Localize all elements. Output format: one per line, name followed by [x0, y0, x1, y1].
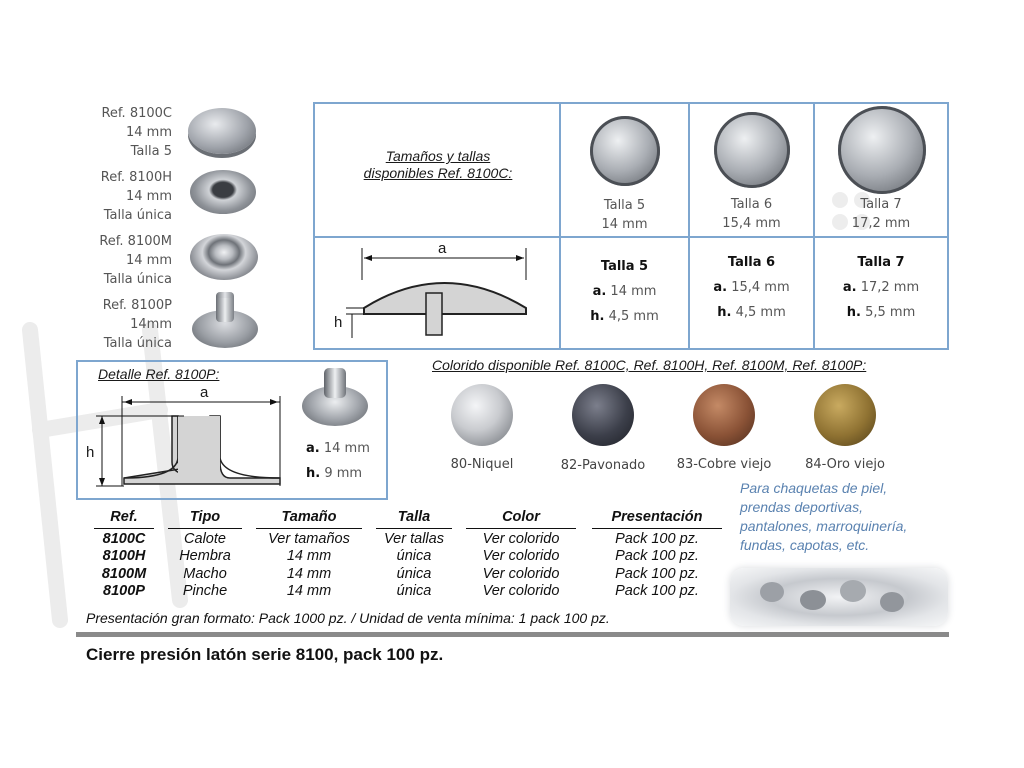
post-dimensions: a. 14 mm h. 9 mm	[306, 441, 370, 481]
footer-note: Presentación gran formato: Pack 1000 pz. / Unidad de venta mínima: 1 pack 100 pz.	[86, 610, 610, 626]
cap-dim-a: a	[438, 240, 447, 257]
table-col-color: Color Ver colorido Ver colorido Ver colorido Ver colorido	[466, 509, 576, 601]
color-label-oro-viejo: 84-Oro viejo	[805, 457, 885, 472]
ref-8100m-label: Ref. 8100M 14 mm Talla única	[99, 234, 172, 287]
footer-divider	[76, 632, 949, 637]
snap-cap-image	[188, 108, 256, 154]
post-dim-h: h	[86, 444, 95, 461]
table-col-presentacion: Presentación Pack 100 pz. Pack 100 pz. Pack 100 pz. Pack 100 pz.	[592, 509, 722, 601]
color-label-cobre-viejo: 83-Cobre viejo	[676, 457, 772, 472]
talla-5-snap-image	[590, 116, 660, 186]
color-swatch-oro-viejo	[814, 384, 876, 446]
ref-8100h-label: Ref. 8100H 14 mm Talla única	[100, 170, 172, 223]
table-col-talla: Talla Ver tallas única única única	[376, 509, 452, 601]
talla-7-dimensions: Talla 7 a. 17,2 mm h. 5,5 mm	[842, 255, 920, 320]
talla-7-caption: Talla 7 17,2 mm	[851, 197, 911, 231]
table-col-tipo: Tipo Calote Hembra Macho Pinche	[168, 509, 242, 601]
table-col-ref: Ref. 8100C 8100H 8100M 8100P	[94, 509, 154, 601]
talla-7-snap-image	[838, 106, 926, 194]
cap-dim-h: h	[334, 314, 343, 331]
snap-socket-image	[190, 170, 256, 214]
color-swatch-cobre-viejo	[693, 384, 755, 446]
talla-6-caption: Talla 6 15,4 mm	[722, 197, 781, 231]
talla-6-dimensions: Talla 6 a. 15,4 mm h. 4,5 mm	[713, 255, 790, 320]
ref-8100c-label: Ref. 8100C 14 mm Talla 5	[101, 106, 172, 159]
post-dim-a: a	[200, 384, 209, 401]
snap-stud-image	[190, 234, 258, 280]
color-swatch-niquel	[451, 384, 513, 446]
snap-post-image	[192, 292, 258, 350]
color-label-pavonado: 82-Pavonado	[560, 458, 646, 473]
pack-bag-image	[730, 568, 948, 626]
talla-5-dimensions: Talla 5 a. 14 mm h. 4,5 mm	[590, 259, 659, 324]
post-detail-image	[302, 366, 368, 426]
detail-box-title: Detalle Ref. 8100P:	[98, 366, 220, 382]
post-cross-section-diagram	[80, 382, 290, 496]
product-title: Cierre presión latón serie 8100, pack 100 pz.	[86, 645, 444, 664]
colors-title: Colorido disponible Ref. 8100C, Ref. 8100H, Ref. 8100M, Ref. 8100P:	[432, 357, 867, 373]
talla-6-snap-image	[714, 112, 790, 188]
talla-5-caption: Talla 5 14 mm	[601, 198, 648, 232]
sizes-box-title: Tamaños y tallas disponibles Ref. 8100C:	[363, 148, 513, 181]
color-label-niquel: 80-Niquel	[450, 457, 514, 472]
uses-text: Para chaquetas de piel, prendas deportivas, pantalones, marroquinería, fundas, capotas, etc.	[740, 480, 908, 553]
color-swatch-pavonado	[572, 384, 634, 446]
ref-8100p-label: Ref. 8100P 14mm Talla única	[102, 298, 172, 351]
table-col-tamano: Tamaño Ver tamaños 14 mm 14 mm 14 mm	[256, 509, 362, 601]
